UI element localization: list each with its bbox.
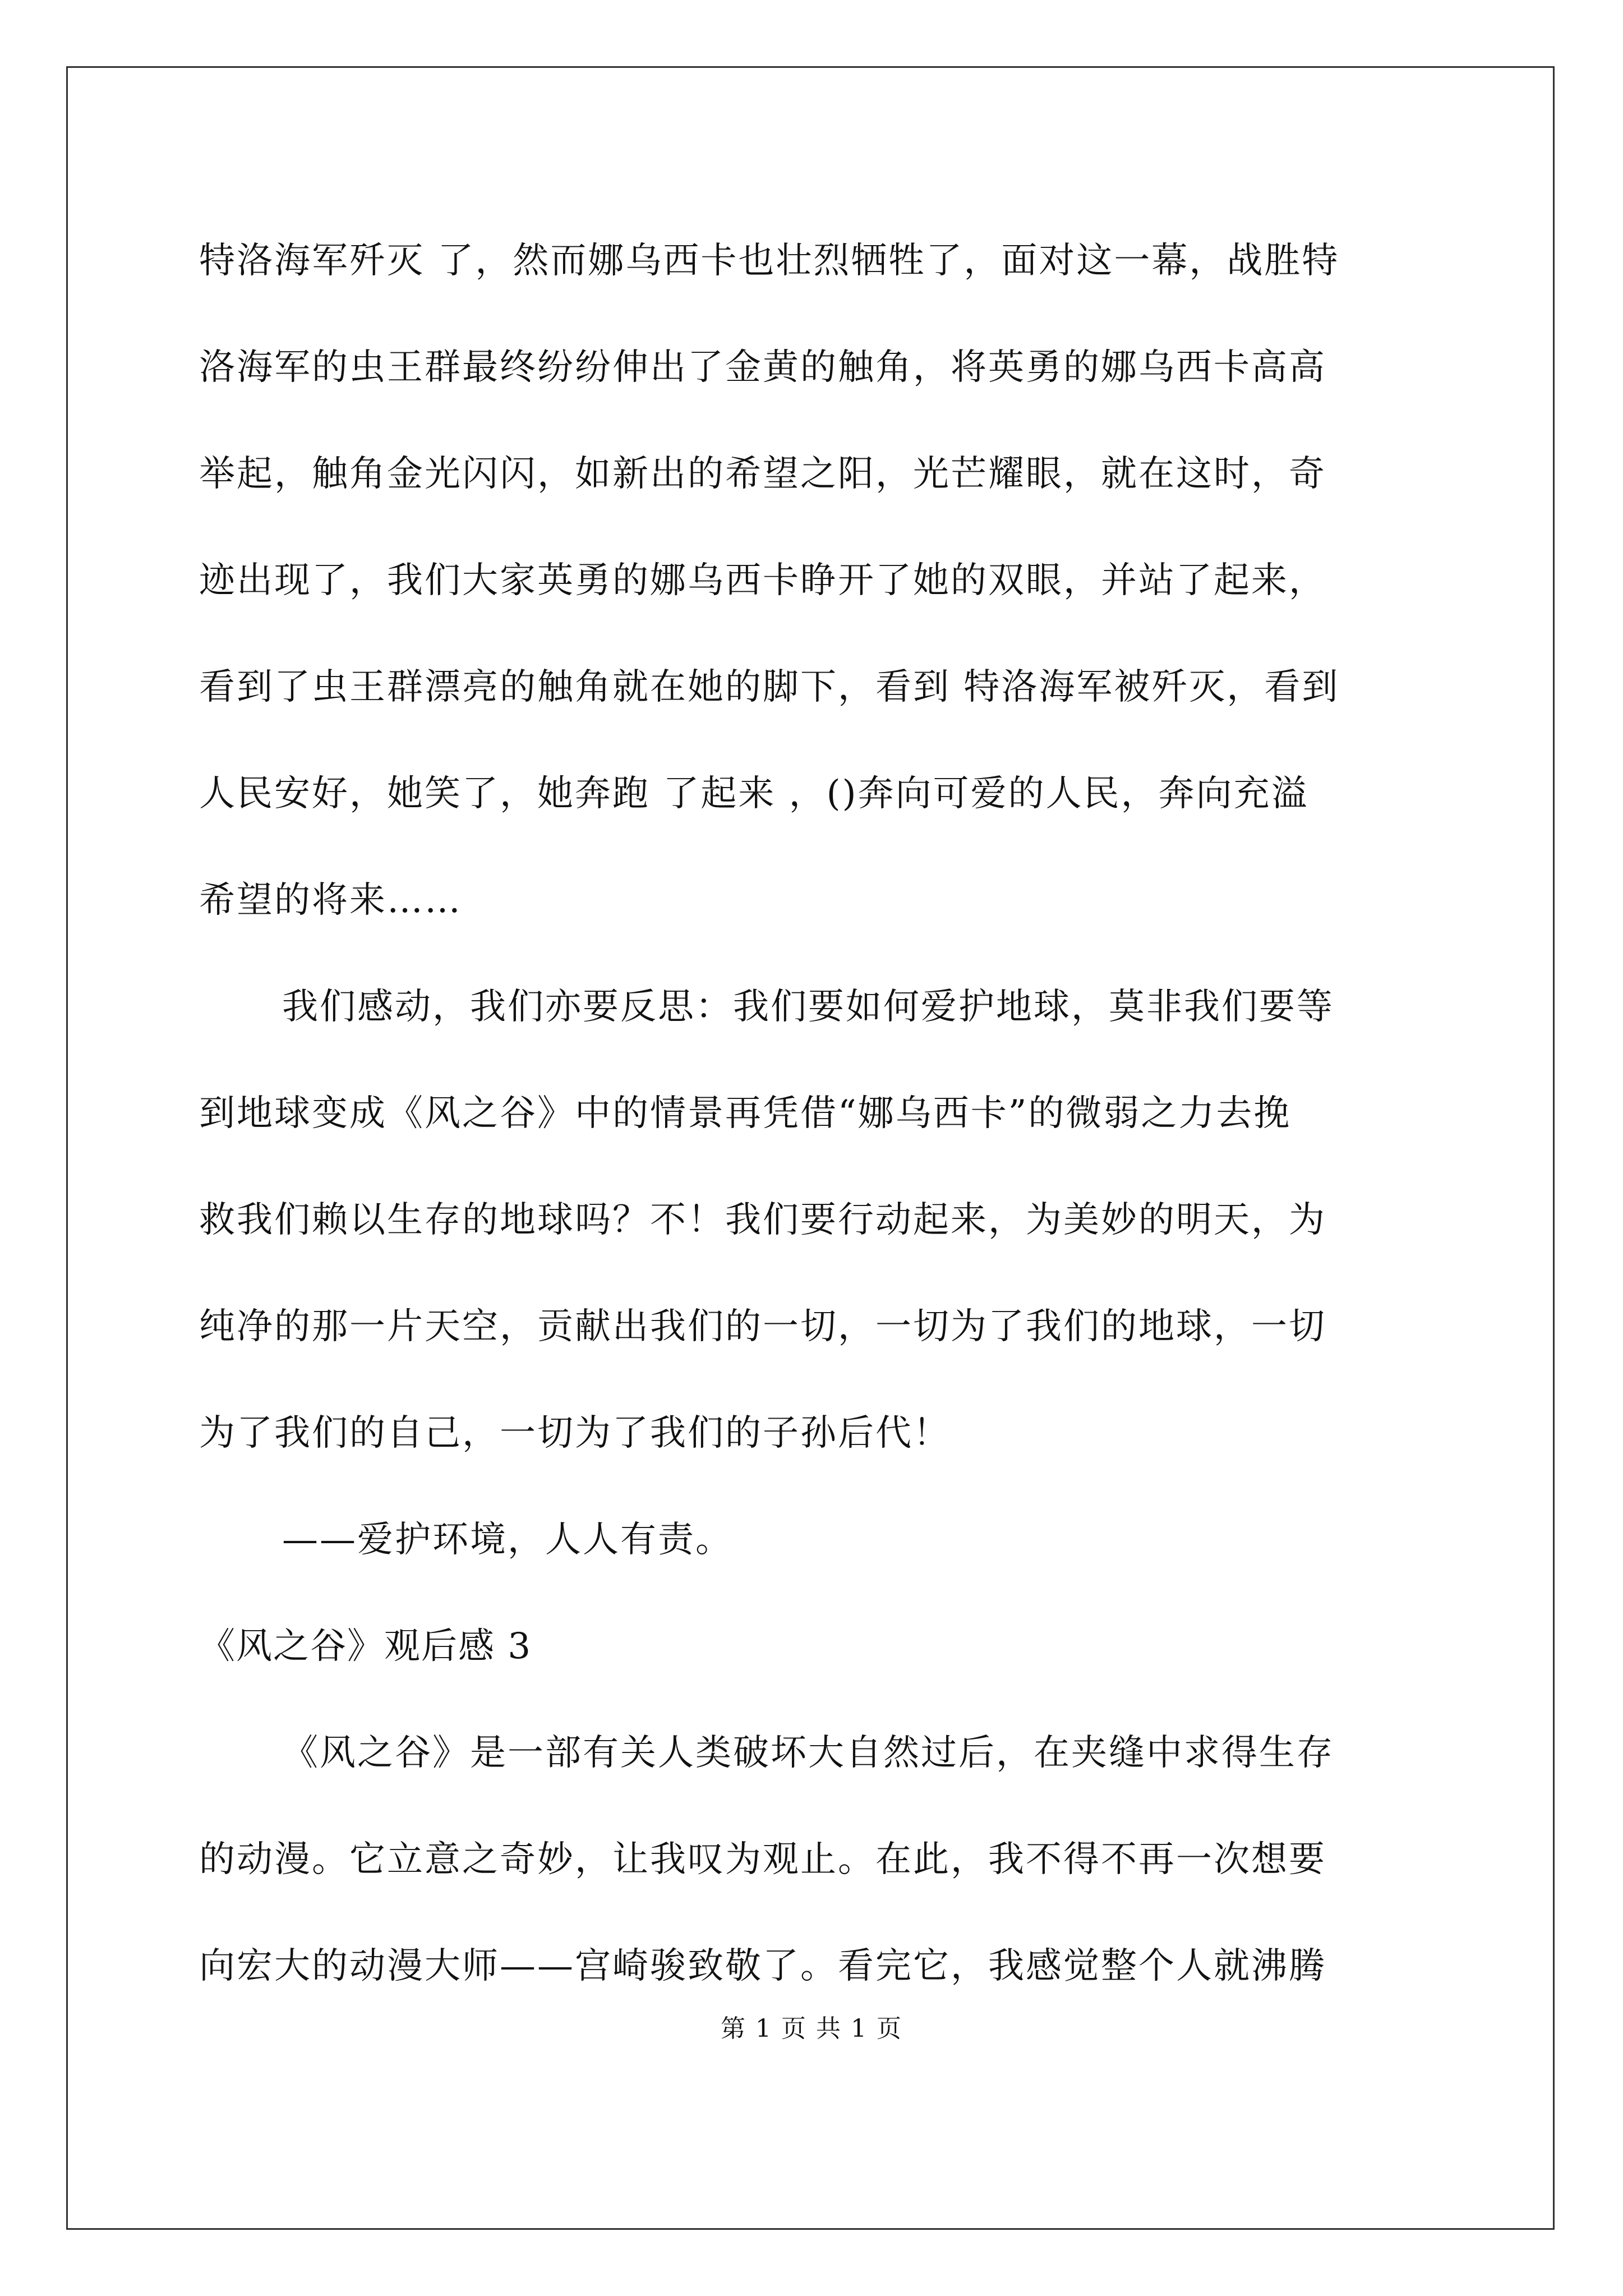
paragraph-start: 我们感动，我们亦要反思：我们要如何爱护地球，莫非我们要等 (282, 986, 1334, 1028)
text-line: 的动漫。它立意之奇妙，让我叹为观止。在此，我不得不再一次想要 (199, 1839, 1326, 1880)
page-number-footer: 第 1 页 共 1 页 (721, 2014, 902, 2043)
document-body (199, 208, 1433, 2019)
paragraph-start: 《风之谷》是一部有关人类破坏大自然过后，在夹缝中求得生存 (282, 1732, 1334, 1774)
text-line: 看到了虫王群漂亮的触角就在她的脚下，看到 特洛海军被歼灭，看到 (199, 666, 1340, 708)
text-line: 人民安好，她笑了，她奔跑 了起来 ，()奔向可爱的人民，奔向充溢 (199, 773, 1309, 815)
text-line: 为了我们的自己，一切为了我们的子孙后代！ (199, 1412, 951, 1454)
text-line: 救我们赖以生存的地球吗？不！我们要行动起来，为美妙的明天，为 (199, 1199, 1326, 1241)
text-line: 迹出现了，我们大家英勇的娜乌西卡睁开了她的双眼，并站了起来， (199, 560, 1326, 601)
text-line: 洛海军的虫王群最终纷纷伸出了金黄的触角，将英勇的娜乌西卡高高 (199, 347, 1326, 388)
text-line: 向宏大的动漫大师——宫崎骏致敬了。看完它，我感觉整个人就沸腾 (199, 1945, 1326, 1987)
closing-slogan: ——爱护环境，人人有责。 (282, 1519, 733, 1561)
text-line: 希望的将来…… (199, 880, 462, 921)
text-line: 纯净的那一片天空，贡献出我们的一切，一切为了我们的地球，一切 (199, 1306, 1326, 1347)
text-line: 特洛海军歼灭 了，然而娜乌西卡也壮烈牺牲了，面对这一幕，战胜特 (199, 240, 1340, 282)
section-heading: 《风之谷》观后感 3 (199, 1626, 532, 1667)
text-line: 到地球变成《风之谷》中的情景再凭借“娜乌西卡”的微弱之力去挽 (199, 1093, 1292, 1134)
text-line: 举起，触角金光闪闪，如新出的希望之阳，光芒耀眼，就在这时，奇 (199, 453, 1326, 495)
